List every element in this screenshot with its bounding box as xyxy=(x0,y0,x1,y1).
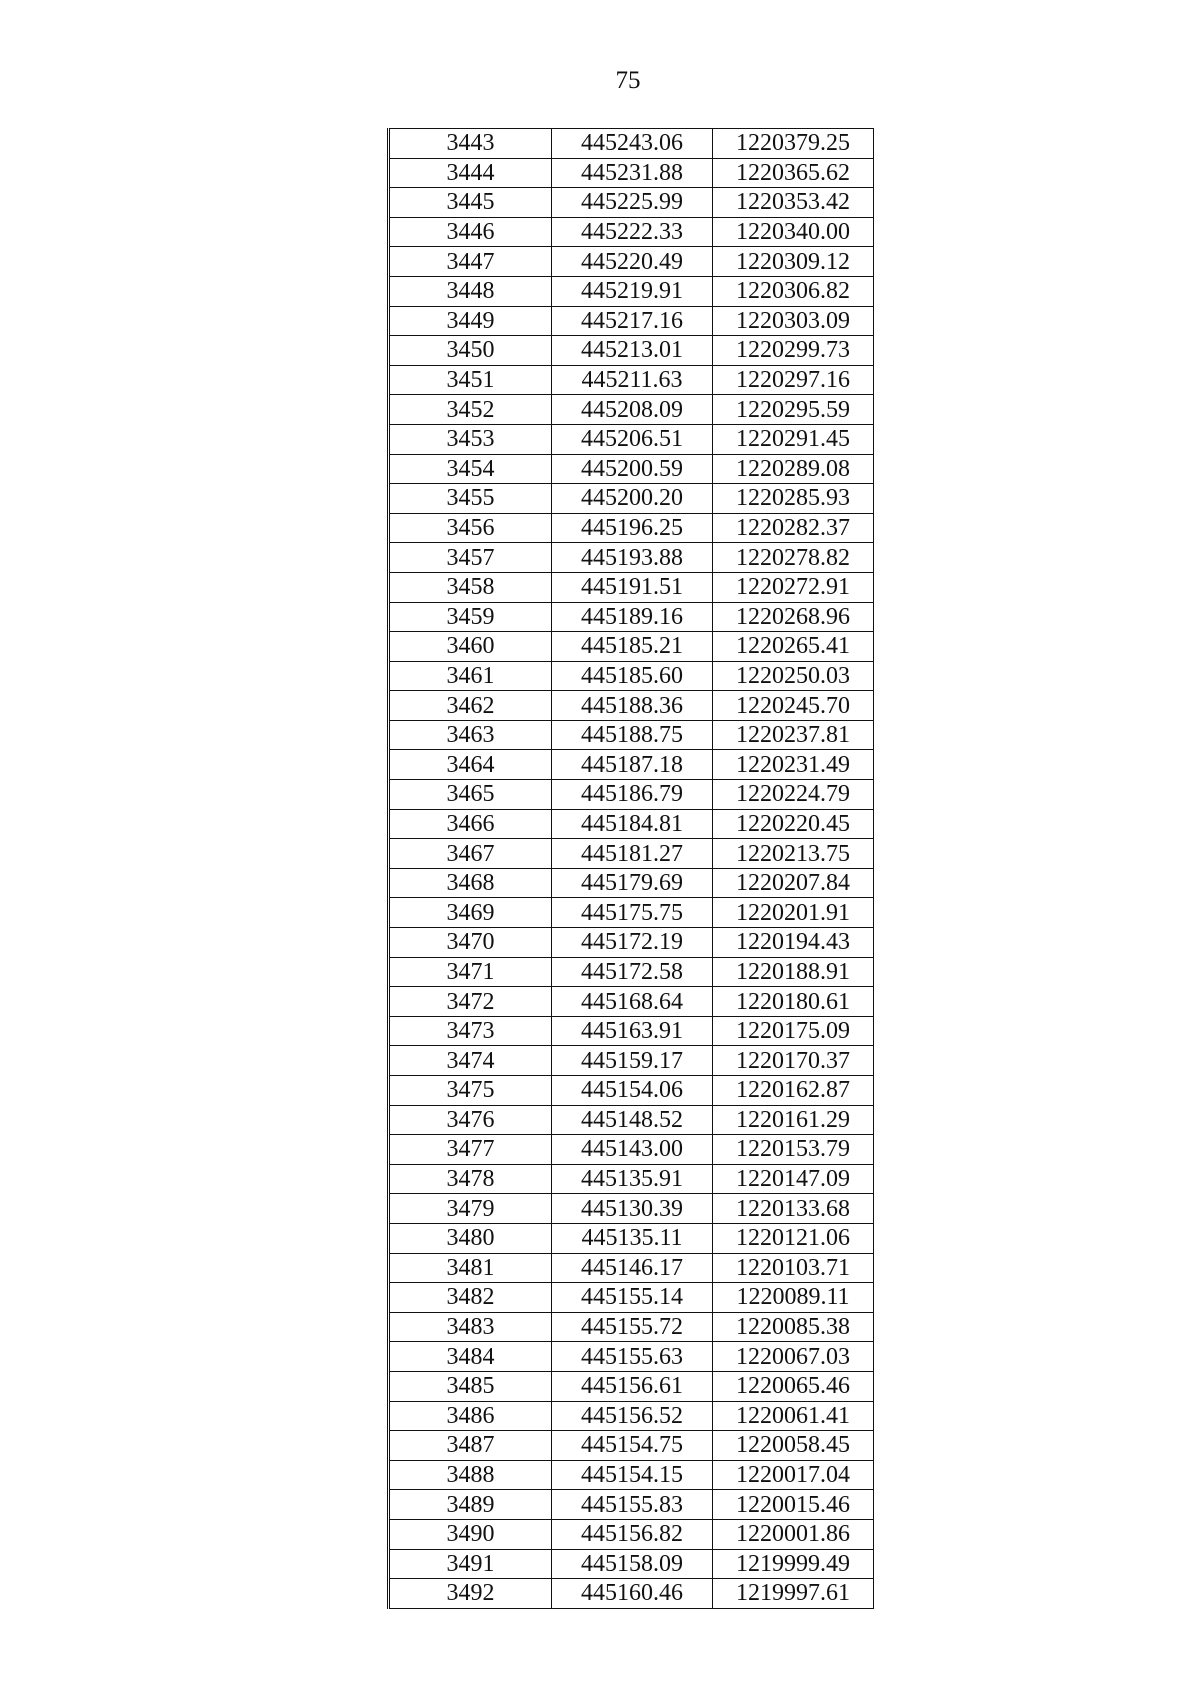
coordinates-table xyxy=(387,128,874,1609)
point-number-cell: 3469 xyxy=(389,898,552,928)
y-coordinate-cell: 1220268.96 xyxy=(713,602,874,632)
point-number-cell: 3461 xyxy=(389,661,552,691)
point-number-cell: 3477 xyxy=(389,1135,552,1165)
table-row xyxy=(389,868,874,898)
y-coordinate-cell: 1220245.70 xyxy=(713,691,874,721)
table-row xyxy=(389,898,874,928)
table-row xyxy=(389,750,874,780)
table-row xyxy=(389,1519,874,1549)
x-coordinate-cell: 445175.75 xyxy=(552,898,713,928)
y-coordinate-cell: 1220213.75 xyxy=(713,839,874,869)
point-number-cell: 3472 xyxy=(389,987,552,1017)
point-number-cell: 3443 xyxy=(389,129,552,159)
x-coordinate-cell: 445188.75 xyxy=(552,720,713,750)
x-coordinate-cell: 445154.15 xyxy=(552,1460,713,1490)
table-row xyxy=(389,572,874,602)
x-coordinate-cell: 445196.25 xyxy=(552,513,713,543)
x-coordinate-cell: 445158.09 xyxy=(552,1549,713,1579)
point-number-cell: 3452 xyxy=(389,395,552,425)
point-number-cell: 3468 xyxy=(389,868,552,898)
x-coordinate-cell: 445159.17 xyxy=(552,1046,713,1076)
table-row xyxy=(389,661,874,691)
x-coordinate-cell: 445225.99 xyxy=(552,188,713,218)
y-coordinate-cell: 1220353.42 xyxy=(713,188,874,218)
y-coordinate-cell: 1220085.38 xyxy=(713,1312,874,1342)
y-coordinate-cell: 1220147.09 xyxy=(713,1164,874,1194)
x-coordinate-cell: 445172.58 xyxy=(552,957,713,987)
y-coordinate-cell: 1220201.91 xyxy=(713,898,874,928)
point-number-cell: 3482 xyxy=(389,1283,552,1313)
table-row xyxy=(389,987,874,1017)
y-coordinate-cell: 1220001.86 xyxy=(713,1519,874,1549)
table-row xyxy=(389,395,874,425)
point-number-cell: 3470 xyxy=(389,928,552,958)
point-number-cell: 3480 xyxy=(389,1223,552,1253)
table-row xyxy=(389,1076,874,1106)
table-row xyxy=(389,1046,874,1076)
table-row xyxy=(389,691,874,721)
point-number-cell: 3454 xyxy=(389,454,552,484)
x-coordinate-cell: 445155.72 xyxy=(552,1312,713,1342)
point-number-cell: 3489 xyxy=(389,1490,552,1520)
x-coordinate-cell: 445135.11 xyxy=(552,1223,713,1253)
x-coordinate-cell: 445135.91 xyxy=(552,1164,713,1194)
y-coordinate-cell: 1220103.71 xyxy=(713,1253,874,1283)
point-number-cell: 3458 xyxy=(389,572,552,602)
y-coordinate-cell: 1220058.45 xyxy=(713,1431,874,1461)
table-row xyxy=(389,543,874,573)
table-row xyxy=(389,306,874,336)
table-row xyxy=(389,1253,874,1283)
x-coordinate-cell: 445181.27 xyxy=(552,839,713,869)
x-coordinate-cell: 445243.06 xyxy=(552,129,713,159)
y-coordinate-cell: 1220231.49 xyxy=(713,750,874,780)
x-coordinate-cell: 445156.52 xyxy=(552,1401,713,1431)
y-coordinate-cell: 1220015.46 xyxy=(713,1490,874,1520)
point-number-cell: 3465 xyxy=(389,780,552,810)
x-coordinate-cell: 445211.63 xyxy=(552,365,713,395)
y-coordinate-cell: 1220297.16 xyxy=(713,365,874,395)
table-row xyxy=(389,1579,874,1609)
x-coordinate-cell: 445187.18 xyxy=(552,750,713,780)
table-row xyxy=(389,1460,874,1490)
table-row xyxy=(389,780,874,810)
x-coordinate-cell: 445172.19 xyxy=(552,928,713,958)
x-coordinate-cell: 445143.00 xyxy=(552,1135,713,1165)
point-number-cell: 3490 xyxy=(389,1519,552,1549)
x-coordinate-cell: 445189.16 xyxy=(552,602,713,632)
point-number-cell: 3476 xyxy=(389,1105,552,1135)
table-row xyxy=(389,217,874,247)
point-number-cell: 3451 xyxy=(389,365,552,395)
point-number-cell: 3487 xyxy=(389,1431,552,1461)
x-coordinate-cell: 445168.64 xyxy=(552,987,713,1017)
y-coordinate-cell: 1220220.45 xyxy=(713,809,874,839)
x-coordinate-cell: 445219.91 xyxy=(552,276,713,306)
y-coordinate-cell: 1220265.41 xyxy=(713,632,874,662)
coordinates-table-body xyxy=(389,129,874,1609)
x-coordinate-cell: 445220.49 xyxy=(552,247,713,277)
point-number-cell: 3492 xyxy=(389,1579,552,1609)
y-coordinate-cell: 1220188.91 xyxy=(713,957,874,987)
x-coordinate-cell: 445155.63 xyxy=(552,1342,713,1372)
y-coordinate-cell: 1220017.04 xyxy=(713,1460,874,1490)
x-coordinate-cell: 445186.79 xyxy=(552,780,713,810)
table-row xyxy=(389,247,874,277)
y-coordinate-cell: 1220295.59 xyxy=(713,395,874,425)
x-coordinate-cell: 445184.81 xyxy=(552,809,713,839)
table-row xyxy=(389,513,874,543)
table-row xyxy=(389,1401,874,1431)
point-number-cell: 3459 xyxy=(389,602,552,632)
point-number-cell: 3467 xyxy=(389,839,552,869)
table-row xyxy=(389,809,874,839)
x-coordinate-cell: 445200.59 xyxy=(552,454,713,484)
point-number-cell: 3474 xyxy=(389,1046,552,1076)
table-row xyxy=(389,188,874,218)
x-coordinate-cell: 445156.82 xyxy=(552,1519,713,1549)
point-number-cell: 3491 xyxy=(389,1549,552,1579)
y-coordinate-cell: 1220291.45 xyxy=(713,424,874,454)
point-number-cell: 3456 xyxy=(389,513,552,543)
y-coordinate-cell: 1220306.82 xyxy=(713,276,874,306)
x-coordinate-cell: 445206.51 xyxy=(552,424,713,454)
x-coordinate-cell: 445154.06 xyxy=(552,1076,713,1106)
table-row xyxy=(389,1371,874,1401)
x-coordinate-cell: 445148.52 xyxy=(552,1105,713,1135)
point-number-cell: 3444 xyxy=(389,158,552,188)
y-coordinate-cell: 1220285.93 xyxy=(713,484,874,514)
y-coordinate-cell: 1220194.43 xyxy=(713,928,874,958)
y-coordinate-cell: 1220153.79 xyxy=(713,1135,874,1165)
table-row xyxy=(389,1164,874,1194)
point-number-cell: 3481 xyxy=(389,1253,552,1283)
table-row xyxy=(389,928,874,958)
table-row xyxy=(389,1135,874,1165)
point-number-cell: 3484 xyxy=(389,1342,552,1372)
point-number-cell: 3462 xyxy=(389,691,552,721)
table-row xyxy=(389,632,874,662)
y-coordinate-cell: 1220303.09 xyxy=(713,306,874,336)
x-coordinate-cell: 445155.83 xyxy=(552,1490,713,1520)
x-coordinate-cell: 445200.20 xyxy=(552,484,713,514)
table-row xyxy=(389,1312,874,1342)
point-number-cell: 3475 xyxy=(389,1076,552,1106)
table-row xyxy=(389,1549,874,1579)
point-number-cell: 3449 xyxy=(389,306,552,336)
point-number-cell: 3478 xyxy=(389,1164,552,1194)
y-coordinate-cell: 1220180.61 xyxy=(713,987,874,1017)
x-coordinate-cell: 445193.88 xyxy=(552,543,713,573)
table-row xyxy=(389,1194,874,1224)
y-coordinate-cell: 1220282.37 xyxy=(713,513,874,543)
point-number-cell: 3479 xyxy=(389,1194,552,1224)
y-coordinate-cell: 1220065.46 xyxy=(713,1371,874,1401)
y-coordinate-cell: 1220250.03 xyxy=(713,661,874,691)
y-coordinate-cell: 1220309.12 xyxy=(713,247,874,277)
x-coordinate-cell: 445185.21 xyxy=(552,632,713,662)
table-row xyxy=(389,129,874,159)
y-coordinate-cell: 1220161.29 xyxy=(713,1105,874,1135)
x-coordinate-cell: 445146.17 xyxy=(552,1253,713,1283)
y-coordinate-cell: 1220278.82 xyxy=(713,543,874,573)
y-coordinate-cell: 1220133.68 xyxy=(713,1194,874,1224)
y-coordinate-cell: 1220289.08 xyxy=(713,454,874,484)
x-coordinate-cell: 445188.36 xyxy=(552,691,713,721)
y-coordinate-cell: 1220170.37 xyxy=(713,1046,874,1076)
table-row xyxy=(389,1105,874,1135)
x-coordinate-cell: 445156.61 xyxy=(552,1371,713,1401)
table-row xyxy=(389,454,874,484)
table-row xyxy=(389,424,874,454)
x-coordinate-cell: 445222.33 xyxy=(552,217,713,247)
point-number-cell: 3473 xyxy=(389,1016,552,1046)
y-coordinate-cell: 1220175.09 xyxy=(713,1016,874,1046)
point-number-cell: 3446 xyxy=(389,217,552,247)
x-coordinate-cell: 445155.14 xyxy=(552,1283,713,1313)
table-row xyxy=(389,365,874,395)
table-row xyxy=(389,1342,874,1372)
y-coordinate-cell: 1220237.81 xyxy=(713,720,874,750)
point-number-cell: 3455 xyxy=(389,484,552,514)
table-row xyxy=(389,158,874,188)
y-coordinate-cell: 1220121.06 xyxy=(713,1223,874,1253)
page-number: 75 xyxy=(615,67,641,94)
point-number-cell: 3486 xyxy=(389,1401,552,1431)
table-row xyxy=(389,1283,874,1313)
y-coordinate-cell: 1220340.00 xyxy=(713,217,874,247)
point-number-cell: 3483 xyxy=(389,1312,552,1342)
x-coordinate-cell: 445185.60 xyxy=(552,661,713,691)
x-coordinate-cell: 445213.01 xyxy=(552,336,713,366)
table-row xyxy=(389,720,874,750)
table-row xyxy=(389,1490,874,1520)
y-coordinate-cell: 1220299.73 xyxy=(713,336,874,366)
table-row xyxy=(389,336,874,366)
x-coordinate-cell: 445154.75 xyxy=(552,1431,713,1461)
x-coordinate-cell: 445163.91 xyxy=(552,1016,713,1046)
point-number-cell: 3471 xyxy=(389,957,552,987)
point-number-cell: 3464 xyxy=(389,750,552,780)
y-coordinate-cell: 1220207.84 xyxy=(713,868,874,898)
table-row xyxy=(389,957,874,987)
point-number-cell: 3448 xyxy=(389,276,552,306)
y-coordinate-cell: 1220379.25 xyxy=(713,129,874,159)
point-number-cell: 3457 xyxy=(389,543,552,573)
table-row xyxy=(389,484,874,514)
point-number-cell: 3447 xyxy=(389,247,552,277)
point-number-cell: 3453 xyxy=(389,424,552,454)
x-coordinate-cell: 445130.39 xyxy=(552,1194,713,1224)
x-coordinate-cell: 445208.09 xyxy=(552,395,713,425)
x-coordinate-cell: 445160.46 xyxy=(552,1579,713,1609)
table-row xyxy=(389,276,874,306)
point-number-cell: 3488 xyxy=(389,1460,552,1490)
table-row xyxy=(389,1223,874,1253)
point-number-cell: 3445 xyxy=(389,188,552,218)
y-coordinate-cell: 1220162.87 xyxy=(713,1076,874,1106)
table-row xyxy=(389,839,874,869)
x-coordinate-cell: 445217.16 xyxy=(552,306,713,336)
table-row xyxy=(389,1431,874,1461)
y-coordinate-cell: 1220272.91 xyxy=(713,572,874,602)
y-coordinate-cell: 1219999.49 xyxy=(713,1549,874,1579)
point-number-cell: 3463 xyxy=(389,720,552,750)
point-number-cell: 3460 xyxy=(389,632,552,662)
x-coordinate-cell: 445179.69 xyxy=(552,868,713,898)
y-coordinate-cell: 1220089.11 xyxy=(713,1283,874,1313)
y-coordinate-cell: 1220365.62 xyxy=(713,158,874,188)
table-row xyxy=(389,1016,874,1046)
y-coordinate-cell: 1220067.03 xyxy=(713,1342,874,1372)
y-coordinate-cell: 1220061.41 xyxy=(713,1401,874,1431)
table-row xyxy=(389,602,874,632)
x-coordinate-cell: 445191.51 xyxy=(552,572,713,602)
point-number-cell: 3485 xyxy=(389,1371,552,1401)
y-coordinate-cell: 1220224.79 xyxy=(713,780,874,810)
y-coordinate-cell: 1219997.61 xyxy=(713,1579,874,1609)
point-number-cell: 3450 xyxy=(389,336,552,366)
point-number-cell: 3466 xyxy=(389,809,552,839)
x-coordinate-cell: 445231.88 xyxy=(552,158,713,188)
